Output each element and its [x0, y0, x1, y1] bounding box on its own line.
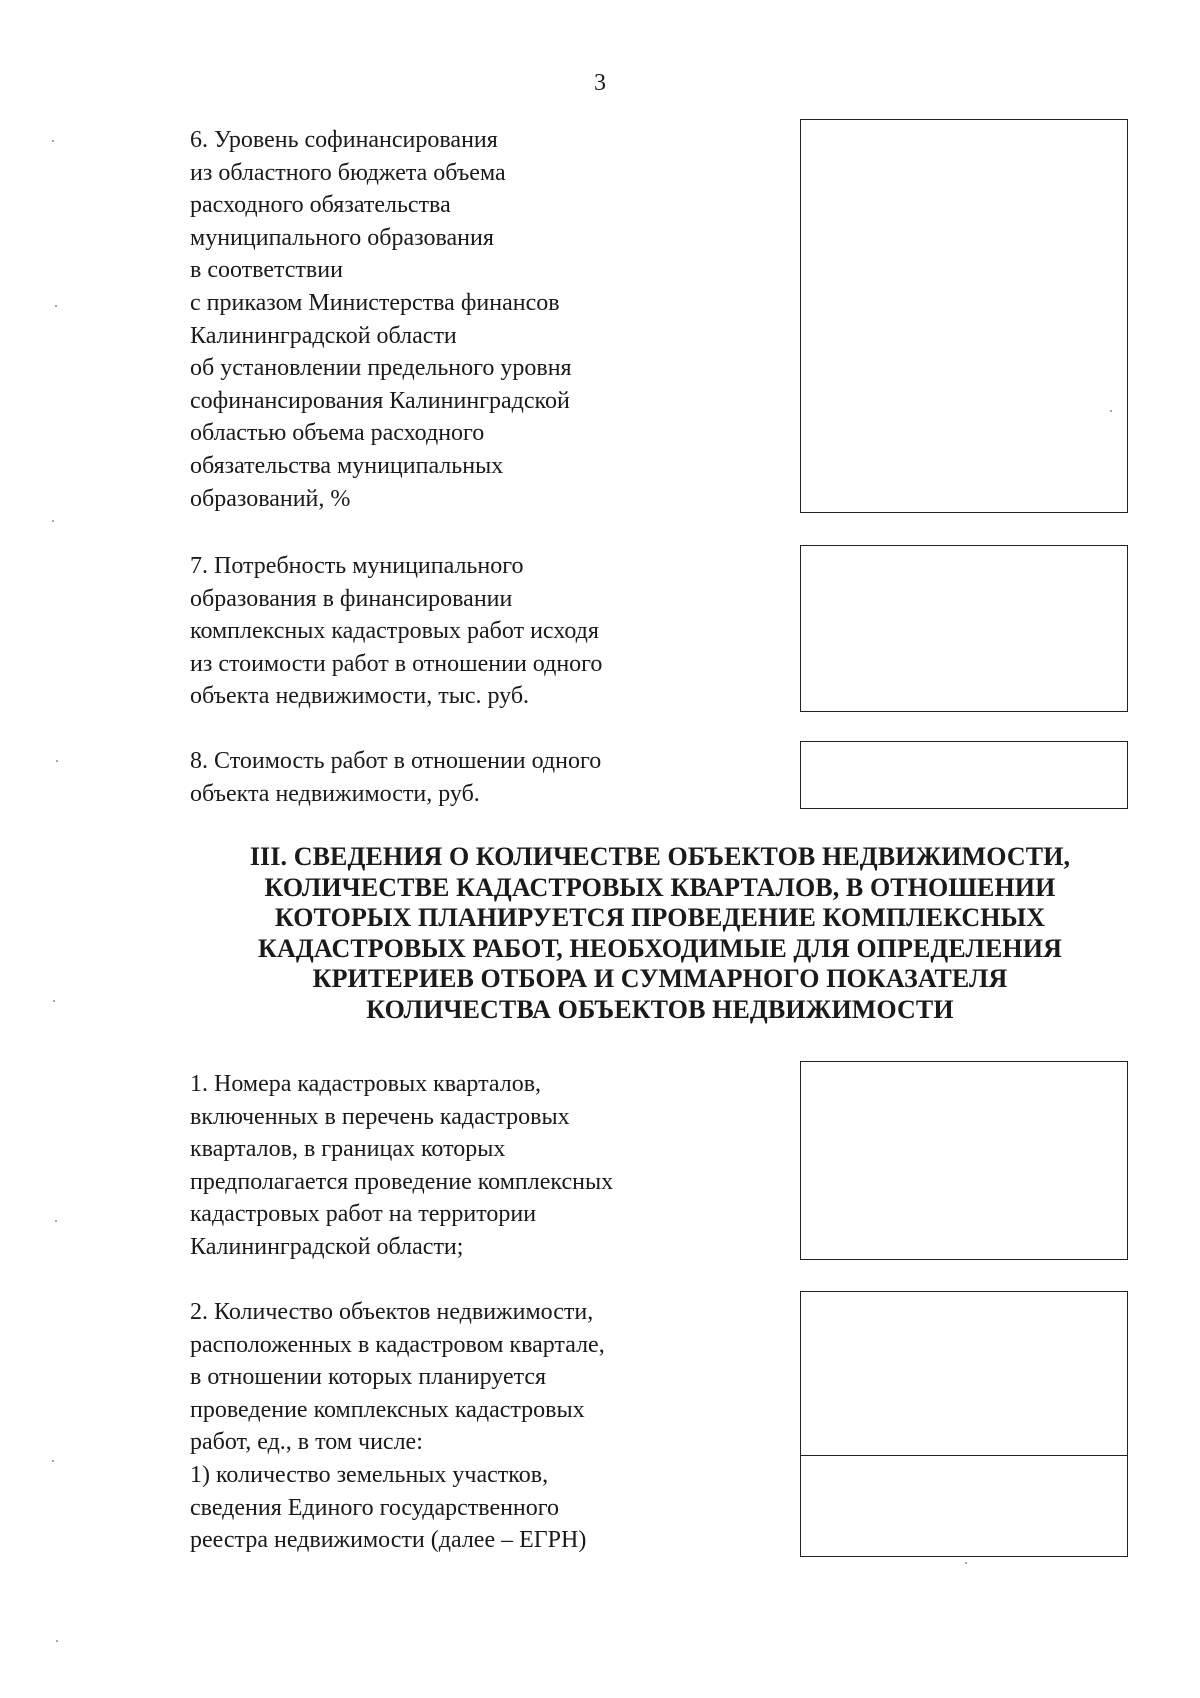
section-3-item-1-value-box[interactable]	[800, 1061, 1128, 1260]
section-3-title: III. СВЕДЕНИЯ О КОЛИЧЕСТВЕ ОБЪЕКТОВ НЕДВИЖИМОСТИ, КОЛИЧЕСТВЕ КАДАСТРОВЫХ КВАРТАЛОВ, В ОТНОШЕНИИ КОТОРЫХ ПЛАНИРУЕТСЯ ПРОВЕДЕНИЕ КОМПЛЕКСНЫХ КАДАСТРОВЫХ РАБОТ, НЕОБХОДИМЫЕ ДЛЯ ОПРЕДЕЛЕНИЯ КРИТЕРИЕВ ОТБОРА И СУММАРНОГО ПОКАЗАТЕЛЯ КОЛИЧЕСТВА ОБЪЕКТОВ НЕДВИЖИМОСТИ	[249, 842, 1071, 1024]
item-6-text: 6. Уровень софинансирования из областного бюджета объема расходного обязательства муниципального образования в соответствии с приказом Министерства финансов Калининградской области об установлении предельного уровня софинансирования Калининградской областью объема расходного обязательства муниципальных образований, %	[190, 127, 572, 512]
scan-speck	[53, 1000, 55, 1002]
scan-speck	[56, 760, 58, 762]
page-number: 3	[594, 70, 606, 96]
scan-speck	[56, 1640, 58, 1642]
section-3-item-2-text: 2. Количество объектов недвижимости, расположенных в кадастровом квартале, в отношении которых планируется проведение комплексных кадастровых работ, ед., в том числе: 1) количество земельных участков, сведения Единого государственного реестра недвижимости (далее – ЕГРН)	[190, 1299, 605, 1554]
scan-speck	[52, 520, 54, 522]
item-7-text: 7. Потребность муниципального образования в финансировании комплексных кадастровых работ исходя из стоимости работ в отношении одного объекта недвижимости, тыс. руб.	[190, 553, 603, 710]
item-6-value-box[interactable]	[800, 119, 1128, 513]
item-8-value-box[interactable]	[800, 741, 1128, 809]
scan-speck	[55, 305, 57, 307]
item-8-text: 8. Стоимость работ в отношении одного объекта недвижимости, руб.	[190, 748, 602, 807]
scan-speck	[965, 1562, 967, 1564]
section-3-item-1-text: 1. Номера кадастровых кварталов, включенных в перечень кадастровых кварталов, в границах которых предполагается проведение комплексных кадастровых работ на территории Калининградской области;	[190, 1071, 614, 1260]
scan-speck	[52, 1460, 54, 1462]
scan-speck	[52, 140, 54, 142]
section-3-item-2-box-divider	[801, 1455, 1127, 1456]
scan-speck	[1110, 410, 1112, 412]
scan-speck	[55, 1220, 57, 1222]
section-3-item-2-value-box[interactable]	[800, 1291, 1128, 1557]
item-7-value-box[interactable]	[800, 545, 1128, 712]
